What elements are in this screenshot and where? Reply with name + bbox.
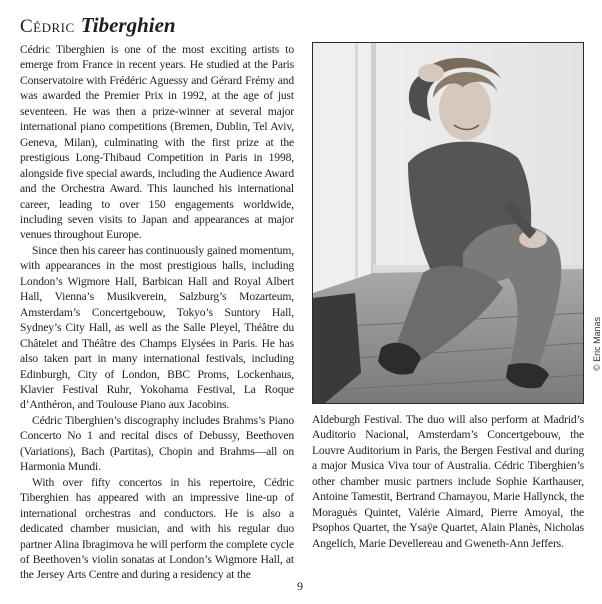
bio-paragraph-3: Cédric Tiberghien’s discography includes Brahms’s Piano Concerto No 1 and recital discs of Debussy, Beethoven (Variations), Bach (Partitas), Chopin and Brahms—all on Harmonia Mundi. <box>20 413 294 474</box>
artist-heading <box>20 12 176 40</box>
page-number: 9 <box>297 579 303 593</box>
artist-photo <box>312 42 584 404</box>
biography-left-column <box>20 42 294 583</box>
bio-paragraph-1: Cédric Tiberghien is one of the most exciting artists to emerge from France in recent years. He studied at the Paris Conservatoire with Frédéric Aguessy and Gérard Frémy and was awarded the Premier Prix in 1992, at the age of just seventeen. He was then a prize-winner at several major international piano competitions (Bremen, Dublin, Tel Aviv, Geneva, Milan), culminating with the first prize at the prestigious Long-Thibaud Competition in Paris in 1998, alongside five special awards, including the Audience Award and the Orchestra Award. This launched his international career, leading to over 150 engagements worldwide, including seven visits to Japan and appearances at major venues throughout Europe. <box>20 43 294 242</box>
artist-family-name: Tiberghien <box>80 13 176 37</box>
photo-credit: © Eric Manas <box>592 316 602 371</box>
artist-photo-illustration <box>313 43 583 403</box>
bio-paragraph-2: Since then his career has continuously gained momentum, with appearances in the most prestigious halls, including London’s Wigmore Hall, Barbican Hall and Royal Albert Hall, Vienna’s Musikverein, Salzburg’s Mozarteum, Amsterdam’s Concertgebouw, Tokyo’s Suntory Hall, Sydney’s City Hall, as well as the Salle Pleyel, Théâtre du Châtelet and Théâtre des Champs Elysées in Paris. He has also taken part in many international festivals, including Edinburgh, City of London, BBC Proms, Lockenhaus, Klavier Festival Ruhr, Yokohama Festival, La Roque d’Anthéron, and Toulouse Piano aux Jacobins. <box>20 243 294 412</box>
artist-given-name: Cédric <box>20 16 75 37</box>
bio-paragraph-continued: Aldeburgh Festival. The duo will also perform at Madrid’s Auditorio Nacional, Amsterdam’s Concertgebouw, the Louvre Auditorium in Paris, the Bergen Festival and during a major Musica Viva tour of Australia. Cédric Tiberghien’s other chamber music partners include Sophie Karthauser, Antoine Tamestit, Bertrand Chamayou, Marie Hallynck, the Moraguès Quintet, Valérie Aimard, Pierre Amoyal, the Psophos Quartet, the Ysaÿe Quartet, Alain Planès, Nicholas Angelich, Marie Devellereau and Gweneth-Ann Jeffers. <box>312 413 584 550</box>
bio-paragraph-4: With over fifty concertos in his repertoire, Cédric Tiberghien has appeared with an impressive line-up of international orchestras and conductors. He is also a dedicated chamber musician, and with his regular duo partner Alina Ibragimova he will perform the complete cycle of Beethoven’s violin sonatas at London’s Wigmore Hall, at the Jersey Arts Centre and during a residency at the <box>20 475 294 582</box>
biography-right-column <box>312 412 584 551</box>
